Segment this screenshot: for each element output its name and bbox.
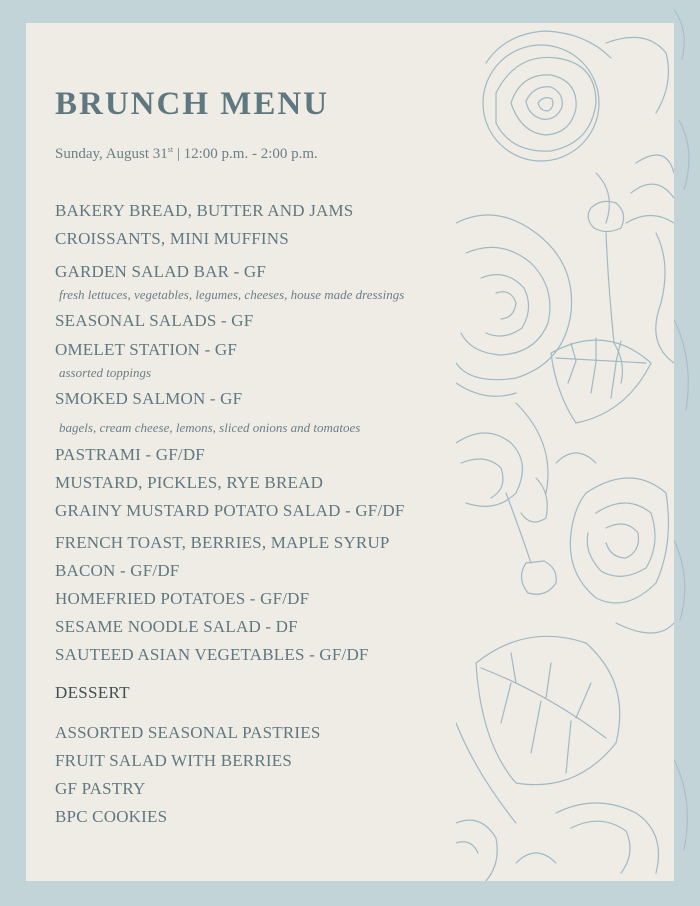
flower-cluster-icon: [456, 433, 556, 594]
menu-item: SESAME NOODLE SALAD - DF: [55, 617, 298, 636]
menu-item: CROISSANTS, MINI MUFFINS: [55, 229, 289, 248]
menu-item: SEASONAL SALADS - GF: [55, 311, 254, 330]
menu-card: [26, 23, 674, 881]
menu-item: GARDEN SALAD BAR - GF: [55, 262, 267, 281]
menu-item: BAKERY BREAD, BUTTER AND JAMS: [55, 201, 354, 220]
leaf-icon: [516, 338, 651, 493]
dessert-item: BPC COOKIES: [55, 807, 168, 826]
bud-icon: [588, 201, 623, 383]
menu-item: PASTRAMI - GF/DF: [55, 445, 205, 464]
leaf-large-icon: [456, 636, 620, 823]
dessert-heading: DESSERT: [55, 683, 130, 702]
rose-top-icon: [483, 31, 668, 223]
dessert-item: GF PASTRY: [55, 779, 146, 798]
flower-bottom-icon: [456, 803, 659, 881]
menu-item-note: fresh lettuces, vegetables, legumes, cheeses, house made dressings: [59, 287, 405, 302]
menu-item: GRAINY MUSTARD POTATO SALAD - GF/DF: [55, 501, 405, 520]
floral-bleed: [674, 0, 700, 906]
menu-item: MUSTARD, PICKLES, RYE BREAD: [55, 473, 324, 492]
menu-date-time: [55, 145, 318, 163]
floral-illustration: [456, 23, 674, 881]
menu-item: BACON - GF/DF: [55, 561, 180, 580]
menu-item: SMOKED SALMON - GF: [55, 389, 243, 408]
dessert-item: FRUIT SALAD WITH BERRIES: [55, 751, 292, 770]
menu-time: | 12:00 p.m. - 2:00 p.m.: [173, 146, 318, 162]
menu-date: Sunday, August 31: [55, 146, 168, 162]
menu-title: BRUNCH MENU: [55, 86, 330, 122]
menu-item-note: assorted toppings: [59, 365, 152, 380]
menu-item: FRENCH TOAST, BERRIES, MAPLE SYRUP: [55, 533, 390, 552]
dessert-item: ASSORTED SEASONAL PASTRIES: [55, 723, 321, 742]
menu-item: HOMEFRIED POTATOES - GF/DF: [55, 589, 310, 608]
menu-date-suffix: st: [167, 145, 174, 154]
flower-right-icon: [626, 155, 674, 363]
menu-item-note: bagels, cream cheese, lemons, sliced onions and tomatoes: [59, 420, 361, 435]
menu-item: OMELET STATION - GF: [55, 340, 238, 359]
peony-icon: [556, 453, 674, 633]
menu-item: SAUTEED ASIAN VEGETABLES - GF/DF: [55, 645, 369, 664]
